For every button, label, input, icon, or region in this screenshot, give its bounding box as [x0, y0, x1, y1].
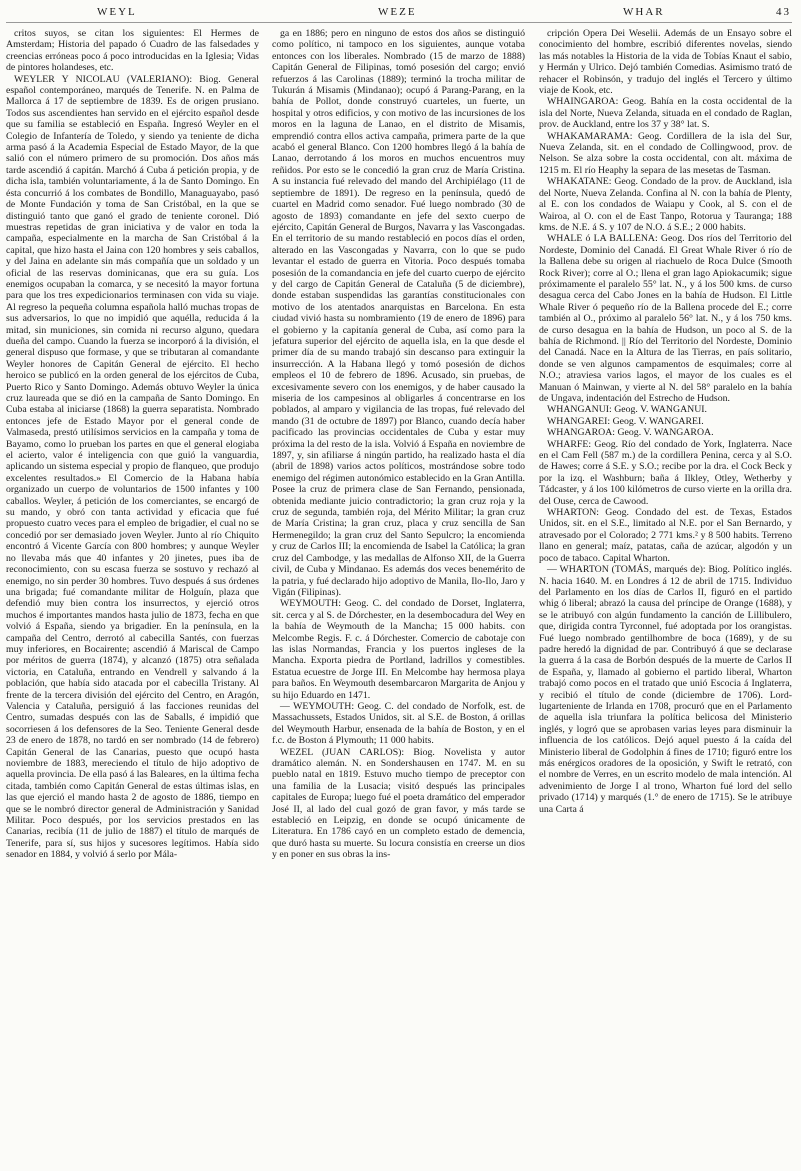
entry-paragraph: — WEYMOUTH: Geog. C. del condado de Norfolk, est. de Massachussets, Estados Unidos, sit. al S.E. de Boston, á orillas del Weymouth Harbur, ensenada de la bahía de Boston, y en el f.c. de Boston á Plymouth; 11 000 habits. — [272, 700, 525, 747]
entry-paragraph: WHARTON: Geog. Condado del est. de Texas, Estados Unidos, sit. en el S.E., limitado al N.E. por el San Bernardo, y atravesado por el Colorado; 2 771 kms.² y 8 500 habits. Terreno llano en general; maíz, patatas, caña de azúcar, algodón y un poco de tabaco. Capital Wharton. — [539, 507, 792, 564]
entry-paragraph: WHANGAREI: Geog. V. WANGAREI. — [547, 415, 704, 427]
entry-paragraph: WHAINGAROA: Geog. Bahía en la costa occidental de la isla del Norte, Nueva Zelanda, situada en el condado de Raglan, prov. de Auckland, entre los 37 y 38° lat. S. — [539, 96, 792, 131]
entry-paragraph: WHANGANUI: Geog. V. WANGANUI. — [547, 404, 708, 416]
column-middle — [272, 28, 525, 1166]
text-columns — [6, 28, 792, 1166]
entry-paragraph: WHAKATANE: Geog. Condado de la prov. de Auckland, isla del Norte, Nueva Zelanda. Confina al N. con la bahía de Plenty, al E. con los condados de Waiapu y Cook, al S. con el de Wairoa, al O. con el de East Tanpo, Rotorua y Tauranga; 188 kms. de N.E. á S. y 107 de N.O. á S.E.; 2 000 habits. — [539, 176, 792, 233]
header-center-left-word: WEZE — [378, 6, 417, 18]
page-number: 43 — [776, 6, 791, 18]
column-left — [6, 28, 259, 1166]
entry-paragraph: WEYMOUTH: Geog. C. del condado de Dorset, Inglaterra, sit. cerca y al S. de Dórchester, en la desembocadura del Wey en la bahía de Weymouth de la Mancha; 15 000 habits. con Melcombe Regis. F. c. á Dórchester. Comercio de cabotaje con las islas Normandas, Francia y los puertos ingleses de la Mancha. Exporta piedra de Portland, ladrillos y comestibles. Estatua ecuestre de Jorge III. En Melcombe hay hermosa playa para baños. En Weymouth desembarcaron Margarita de Anjou y su hijo Eduardo en 1471. — [272, 598, 525, 701]
entry-paragraph: ga en 1886; pero en ninguno de estos dos años se distinguió como político, ni tampoco en los siguientes, aunque votaba entonces con los liberales. Nombrado (15 de marzo de 1888) Capitán General de Filipinas, tomó posesión del cargo; envió refuerzos á las Carolinas (1889); terminó la trocha militar de Tukurán á Misamis (Mindanao); ocupó á Parang-Parang, en la bahía de Pollot, donde construyó cuarteles, un fuerte, un hospital y otros edificios, y con motivo de las incursiones de los moros en la laguna de Lanao, en el distrito de Misamis, emprendió contra ellos activa campaña, primera parte de la que acabó el general Blanco. Con 1200 hombres llegó á la bahía de Lanao, derrotando á los moros en muchos encuentros muy reñidos. Por esto se le concedió la gran cruz de María Cristina. A su instancia fué relevado del mando del Archipiélago (11 de septiembre de 1891). De regreso en la península, quedó de cuartel en Madrid como senador. Fué luego nombrado (30 de agosto de 1893) comandante en jefe del sexto cuerpo de ejército, Capitán General de Burgos, Navarra y las Vascongadas. En el territorio de su mando restableció en pocos días el orden, alterado en las Vascongadas y Navarra, con lo que se pudo levantar el estado de guerra en Vitoria. Poco después tomaba posesión de la comandancia en jefe del cuarto cuerpo de ejército y del cargo de Capitán General de Cataluña (5 de diciembre), donde estaban suspendidas las garantías constitucionales con motivo de los atentados anarquistas en Barcelona. En esta ciudad vivió hasta su nombramiento (19 de enero de 1896) para el gobierno y la capitanía general de Cuba, así como para la jefatura superior del ejército de aquella isla, en la que desde el primer día de su mando trabajó sin descanso para extinguir la insurrección. A la Habana llegó y tomó posesión de dichos empleos el 10 de febrero de 1896. Acusado, sin pruebas, de excesivamente severo con los enemigos, y de haber causado la miseria de los campesinos al obligarles á concentrarse en los poblados, al amparo y vigilancia de las tropas, fué relevado del mando (31 de octubre de 1897) por Blanco, cuando decía haber pacificado las provincias occidentales de Cuba y estar muy próxima la del resto de la isla. Volvió á España en noviembre de 1897, y, sin afiliarse á ningún partido, ha realizado hasta el día (abril de 1898) varios actos políticos, mostrándose sobre todo enemigo del régimen autonómico establecido en la Gran Antilla. Posee la cruz de primera clase de San Fernando, pensionada, obtenida mediante juicio contradictorio; la gran cruz roja y la cruz de segunda, también roja, del Mérito Militar; la gran cruz de María Cristina; la gran cruz, placa y cruz sencilla de San Hermenegildo; la gran cruz del Santo Sepulcro; la encomienda y cruz de Carlos III; la encomienda de Isabel la Católica; la gran cruz del Cambodge, y las medallas de Alfonso XII, de la Guerra civil, de Cuba y Mindanao. Es además dos veces benemérito de la patria, y fué declarado hijo adoptivo de Manila, Ilo-Ilo, Jaro y Vigán (Filipinas). — [272, 28, 525, 598]
column-right — [539, 28, 792, 1166]
entry-paragraph: WHAKAMARAMA: Geog. Cordillera de la isla del Sur, Nueva Zelanda, sit. en el condado de Collingwood, prov. de Nelson. Se alza sobre la costa occidental, con alt. máxima de 1215 m. El río Heaphy la separa de las mesetas de Tasman. — [539, 130, 792, 176]
entry-paragraph: WHANGAROA: Geog. V. WANGAROA. — [547, 427, 714, 439]
header-center-right-word: WHAR — [623, 6, 665, 18]
entry-paragraph: WEZEL (JUAN CARLOS): Biog. Novelista y autor dramático alemán. N. en Sondershausen en 1747. M. en su pueblo natal en 1819. Estuvo mucho tiempo de preceptor con una familia de la Lusacia; visitó después las principales capitales de Europa; luego fué el poeta dramático del emperador José II, al lado del cual gozó de gran favor, y más tarde se estableció en Leipzig, en donde se ocupó únicamente de Literatura. En 1786 cayó en un completo estado de demencia, que duró hasta su muerte. Su locura consistía en creerse un dios y en poner en sus obras la ins- — [272, 746, 525, 861]
header-left-word: WEYL — [97, 6, 137, 18]
entry-paragraph: cripción Opera Dei Weselii. Además de un Ensayo sobre el conocimiento del hombre, escribió diferentes novelas, siendo las más notables la Historia de la vida de Tobías Knaut el sabio, y Hermán y Ulrico. Dejó también Comedias. Asimismo trató de rehacer el Robinsón, y tradujo del inglés el Tercero y último viaje de Kook, etc. — [539, 28, 792, 97]
entry-paragraph: WHARFE: Geog. Río del condado de York, Inglaterra. Nace en el Cam Fell (587 m.) de la cordillera Penina, cerca y al S.O. de Hawes; corre á S.E. y S.O.; recibe por la dra. el Cock Beck y por la izq. el Washburn; baña á Ilkley, Otley, Wetherby y Tádcaster, y á los 100 kilómetros de curso vierte en la orilla dra. del Ouse, cerca de Cawood. — [539, 438, 792, 507]
entry-paragraph: WEYLER Y NICOLAU (VALERIANO): Biog. General español contemporáneo, marqués de Tenerife. N. en Palma de Mallorca á 17 de septiembre de 1839. Es de origen prusiano. Todos sus ascendientes han servido en el ejército español desde que su familia se estableció en España. Ingresó Weyler en el Colegio de Infantería de Toledo, y siendo ya teniente de dicha arma pasó á la Academia Especial de Estado Mayor, de la que salió con el número primero de su promoción. Dos años más tarde ascendió á capitán. Marchó á Cuba á petición propia, y de dicha isla, también voluntariamente, á la de Santo Domingo. En ésta concurrió á los combates de Bondillo, Managuayabo, pasó de Monte Fundación y toma de San Cristóbal, en la que se distinguió tanto que ganó el grado de teniente coronel. Dió muestras repetidas de gran iniciativa y de valor en toda la campaña, especialmente en la marcha de San Cristóbal á la capital, que hizo hasta el Jaina con 120 hombres y seis caballos, y del Jaina en adelante sin más compañía que un soldado y un oficial de las reservas dominicanas, que era su guía. Los enemigos ocupaban la comarca, y se necesitó la mayor fortuna para que los tres expedicionarios terminasen con vida su viaje. Al regreso la pequeña columna española halló muchas tropas de sus adversarios, lo que no impidió que aquélla, reducida á la mitad, sin municiones, sin comida ni recurso alguno, quedara dueña del campo. Cuando la fuerza se incorporó á la división, el general dispuso que formase, y que se tributaran al comandante Weyler honores de Capitán General de ejército. El hecho heroico se publicó en la orden general de los ejércitos de Cuba, Puerto Rico y Santo Domingo. Además obtuvo Weyler la única cruz laureada que se dió en la campaña de Santo Domingo. En Cuba estaba al iniciarse (1868) la guerra separatista. Nombrado entonces jefe de Estado Mayor por el general conde de Valmaseda, prestó utilísimos servicios en la campaña y toma de Bayamo, como lo prueban los partes en que el general elogiaba el acierto, valor é inteligencia con que guió la vanguardia, aplicando un sistema especial y propio de flanqueo, que produjo excelentes resultados.» El Comercio de la Habana había organizado un cuerpo de voluntarios de 1500 infantes y 100 caballos. Weyler, á petición de los comerciantes, se encargó de su mando, y obró con tanta actividad y eficacia que fué propuesto cuatro veces para el empleo de brigadier, el cual no se concedió por ser demasiado joven Weyler. Junto al río Chiquito encontró á Vicente García con 800 hombres; y aunque Weyler no llevaba más que 40 infantes y 20 jinetes, pues iba de reconocimiento, con su escasa fuerza se sostuvo y rechazó al enemigo, no sin perder 30 hombres. Tuvo después á sus órdenes una brigada; fué comandante militar de Holguín, plaza que defendió muy bien contra los insurrectos, y ejerció otros muchos é importantes mandos hasta julio de 1873, fecha en que volvió á España, siendo ya brigadier. En la península, en la campaña del Centro, derrotó al cabecilla Santés, con fuerzas muy inferiores, en Bocairente; ascendió á Mariscal de Campo por méritos de guerra (1874), y alcanzó (1875) otra señalada victoria, en Cataluña, entrando en Vendrell y salvando á la población, que había sido atacada por el cabecilla Tristany. Al frente de la tercera división del ejército del Centro, en Aragón, Valencia y Cataluña, persiguió á las facciones reunidas del Centro, sumadas después con las de Saballs, é impidió que socorriesen á los defensores de la Seo. Teniente General desde 23 de enero de 1878, no tardó en ser nombrado (14 de febrero) Capitán General de las Canarias, puesto que ocupó hasta noviembre de 1883, mereciendo el título de hijo adoptivo de aquella provincia. De ella pasó á las Baleares, en la última fecha citada, también como Capitán General de estas últimas islas, en las que ejerció el mando hasta 2 de agosto de 1886, tiempo en que se le nombró director general de Administración y Sanidad Militar. Poco después, por los servicios prestados en las Canarias, recibía (11 de julio de 1887) el título de marqués de Tenerife, para sí, sus hijos y sucesores legítimos. Había sido senador en 1884, y volvió á serlo por Mála- — [6, 73, 259, 861]
entry-paragraph: WHALE ó LA BALLENA: Geog. Dos ríos del Territorio del Nordeste, Dominio del Canadá. El Great Whale River ó río de la Ballena debe su origen al riachuelo de Roca Dulce (Smooth Rock River); corre al O.; llena el gran lago Apiokacumik; sigue próximamente el paralelo 55° lat. N., y á los 500 kms. de curso desagua cerca del Cabo Jones en la bahía de Hudson. El Little Whale River ó pequeño río de la Ballena procede del E.; corre también al O., próximo al paralelo 56° lat. N., y á los 750 kms. de curso desagua en la bahía de Hudson, un poco al S. de la bahía de Richmond. || Río del Territorio del Nordeste, Dominio del Canadá. Nace en la Altura de las Tierras, en país solitario, donde se ven algunos campamentos de esquimales; corre al N.O.; atraviesa varios lagos, el mayor de los cuales es el Manuan ó Mainwan, y vierte al N. del 58° paralelo en la bahía de Ungava, indentación del Estrecho de Hudson. — [539, 233, 792, 404]
entry-paragraph: critos suyos, se citan los siguientes: El Hermes de Amsterdam; Historia del papado ó Cuadro de las falsedades y creencias erróneas poco á poco introducidas en la Iglesia; Vidas de pintores holandeses, etc. — [6, 28, 259, 74]
entry-paragraph: — WHARTON (TOMÁS, marqués de): Biog. Político inglés. N. hacia 1640. M. en Londres á 12 de abril de 1715. Individuo del Parlamento en los días de Carlos II, figuró en el partido whig ó liberal; abrazó la causa del príncipe de Orange (1688), y se le atribuyó con algún fundamento la canción de Lillibulero, que, dirigida contra Tyrconnel, fué adoptada por los orangistas. Fué luego nombrado gentilhombre de boca (1689), y de su padre heredó la dignidad de par. Contribuyó á que se declarase la guerra á la casa de Borbón después de la muerte de Carlos II de España, y, llamado al gobierno el partido liberal, Wharton trabajó como pocos en el tratado que unió Escocia á Inglaterra, y recibió el título de conde (diciembre de 1706). Lord-lugarteniente de Irlanda en 1708, procuró que en el Parlamento de aquella isla triunfara la política belicosa del Ministerio inglés, y logró que se aprobasen varias leyes para disminuir la influencia de los católicos. Dejó aquel puesto á la caída del Ministerio liberal de Godolphin á fines de 1710; figuró entre los más enérgicos oradores de la oposición, y Swift le retrató, con el nombre de Verres, en un escrito modelo de mala intención. Al advenimiento de Jorge I al trono, Wharton fué lord del sello privado (1714) y marqués (1.° de enero de 1715). Se le atribuye una Carta á — [539, 564, 792, 815]
header-rule — [6, 22, 792, 23]
